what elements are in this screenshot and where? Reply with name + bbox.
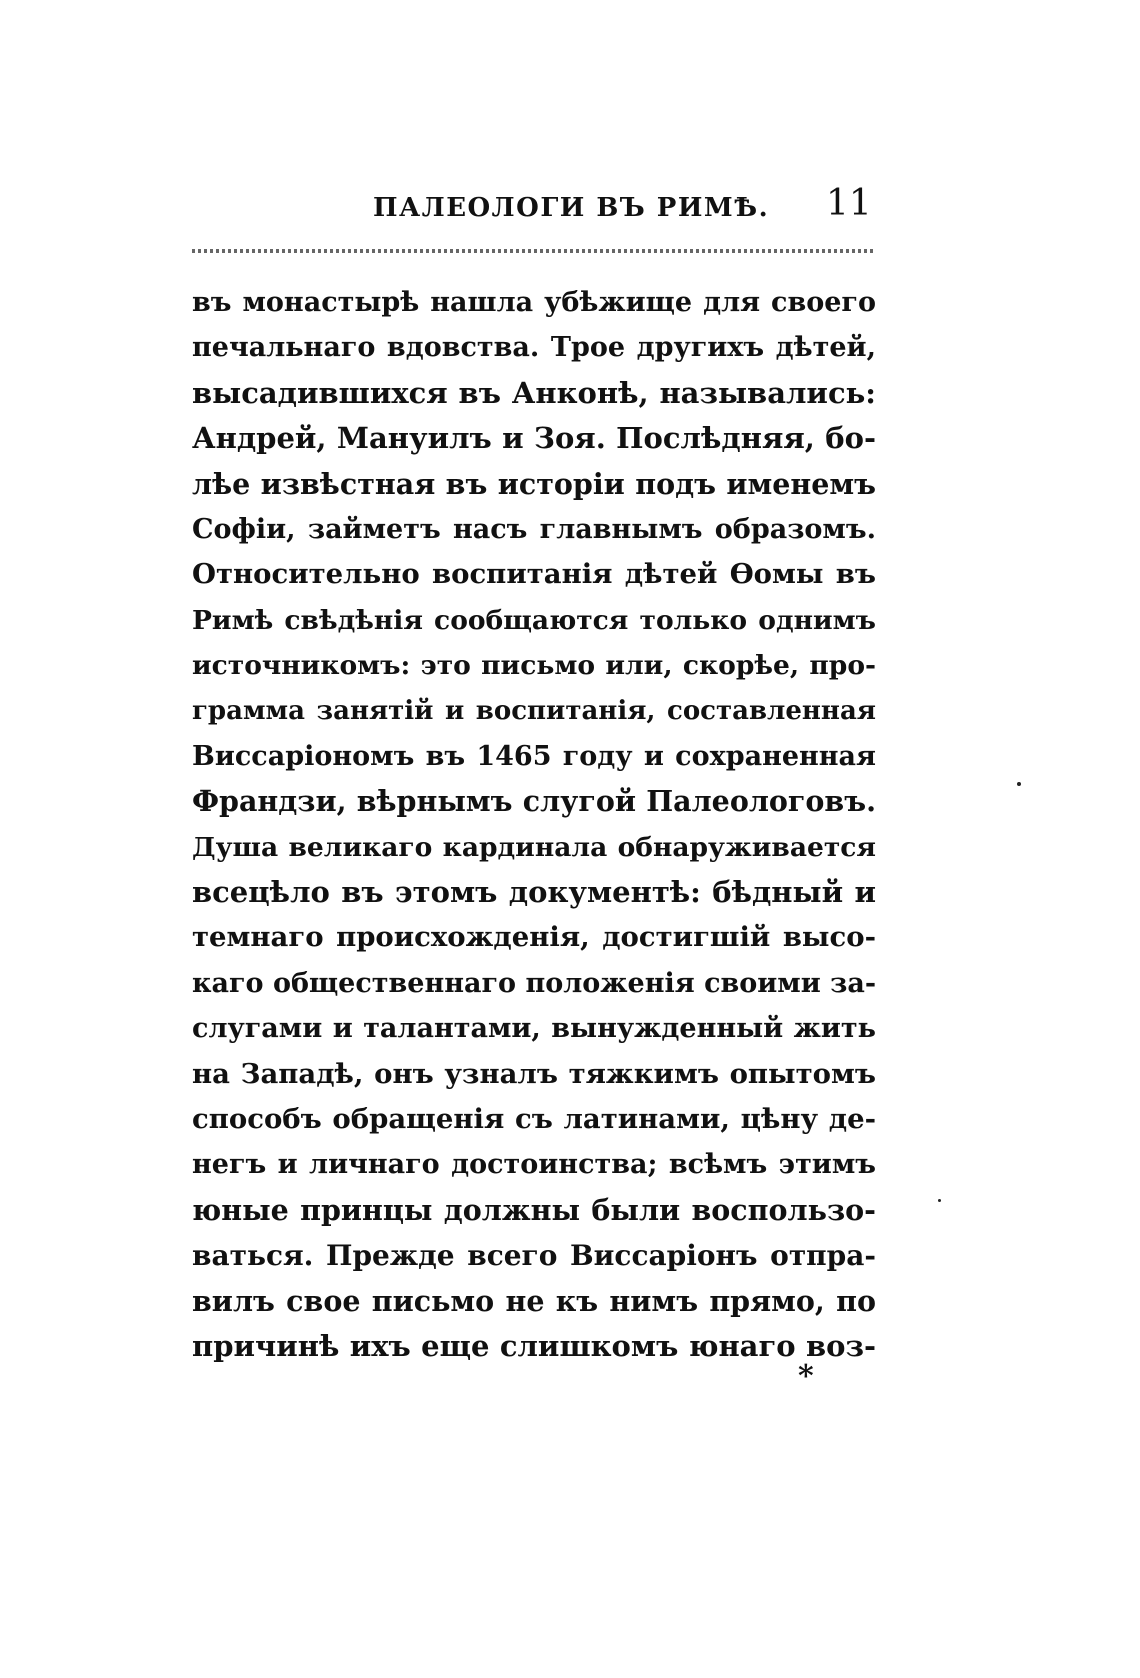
text-line: темнаго происхожденія, достигшій высо- bbox=[192, 921, 876, 954]
text-line: въ монастырѣ нашла убѣжище для своего bbox=[192, 287, 876, 318]
text-line: Римѣ свѣдѣнія сообщаются только однимъ bbox=[192, 604, 876, 636]
text-line: способъ обращенія съ латинами, цѣну де- bbox=[192, 1103, 876, 1136]
text-line: всецѣло въ этомъ документѣ: бѣдный и bbox=[192, 875, 876, 910]
text-line: высадившихся въ Анконѣ, назывались: bbox=[192, 375, 876, 410]
text-line: Софіи, займетъ насъ главнымъ образомъ. bbox=[192, 513, 876, 545]
page-number: 11 bbox=[826, 183, 872, 224]
text-line: Душа великаго кардинала обнаруживается bbox=[192, 831, 876, 863]
text-line: печальнаго вдовства. Трое другихъ дѣтей, bbox=[192, 332, 876, 364]
text-line: Виссаріономъ въ 1465 году и сохраненная bbox=[192, 740, 876, 772]
body-text bbox=[192, 280, 876, 1369]
text-line: Андрей, Мануилъ и Зоя. Послѣдняя, бо- bbox=[192, 421, 876, 456]
text-line: ваться. Прежде всего Виссаріонъ отпра- bbox=[192, 1239, 876, 1273]
text-line: грамма занятій и воспитанія, составленная bbox=[192, 695, 876, 726]
text-line: каго общественнаго положенія своими за- bbox=[192, 967, 876, 999]
text-line: слугами и талантами, вынужденный жить bbox=[192, 1013, 876, 1045]
text-line: Относительно воспитанія дѣтей Ѳомы въ bbox=[192, 558, 876, 591]
print-speck bbox=[1017, 782, 1021, 786]
print-speck bbox=[938, 1199, 941, 1202]
header-rule bbox=[192, 249, 876, 253]
text-line: лѣе извѣстная въ исторіи подъ именемъ bbox=[192, 466, 876, 501]
text-line: юные принцы должны были воспользо- bbox=[192, 1192, 876, 1227]
text-line: причинѣ ихъ еще слишкомъ юнаго воз- bbox=[192, 1328, 876, 1363]
text-line: источникомъ: это письмо или, скорѣе, про- bbox=[192, 650, 876, 682]
text-line: Франдзи, вѣрнымъ слугой Палеологовъ. bbox=[192, 784, 876, 819]
text-line: негъ и личнаго достоинства; всѣмъ этимъ bbox=[192, 1149, 876, 1181]
running-title: ПАЛЕОЛОГИ ВЪ РИМѢ. bbox=[373, 193, 770, 223]
text-line: вилъ свое письмо не къ нимъ прямо, по bbox=[192, 1283, 876, 1318]
text-line: на Западѣ, онъ узналъ тяжкимъ опытомъ bbox=[192, 1057, 876, 1090]
signature-mark: * bbox=[798, 1359, 814, 1394]
